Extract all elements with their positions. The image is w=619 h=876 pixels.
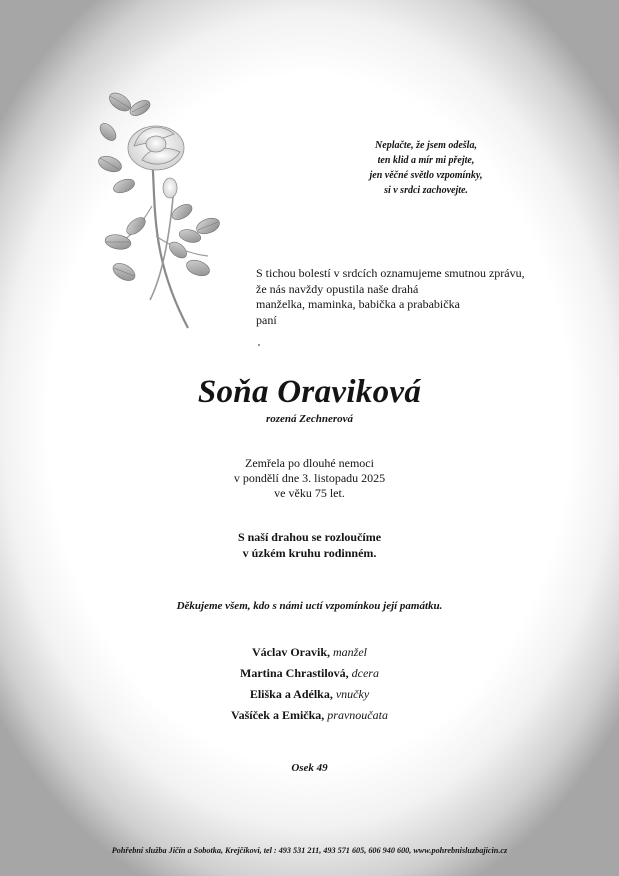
death-info-line: ve věku 75 let. bbox=[274, 486, 345, 500]
death-info-line: v pondělí dne 3. listopadu 2025 bbox=[233, 471, 386, 485]
divider-dot bbox=[258, 344, 260, 346]
announcement-line: že nás navždy opustila naše drahá bbox=[256, 281, 419, 296]
thanks-line: Děkujeme všem, kdo s námi uctí vzpomínkou její památku. bbox=[176, 600, 443, 612]
announcement-line: paní bbox=[256, 312, 277, 327]
mourner-relation: manžel bbox=[333, 645, 367, 659]
death-info-line: Zemřela po dlouhé nemoci bbox=[245, 456, 374, 470]
death-info bbox=[0, 456, 619, 501]
mourners-list bbox=[0, 642, 619, 726]
farewell-line: S naší drahou se rozloučíme bbox=[237, 530, 382, 544]
poem-line: jen věčné světlo vzpomínky, bbox=[369, 170, 483, 181]
mourner bbox=[0, 663, 619, 684]
farewell-line: v úzkém kruhu rodinném. bbox=[242, 545, 377, 560]
deceased-name: Soňa Oraviková bbox=[197, 374, 422, 410]
maiden-name: rozená Zechnerová bbox=[265, 413, 354, 425]
announcement-line: S tichou bolestí v srdcích oznamujeme smutnou zprávu, bbox=[256, 266, 525, 280]
poem-line: ten klid a mír mi přejte, bbox=[377, 155, 475, 166]
mourner-relation: dcera bbox=[351, 666, 379, 680]
mourner-name: Václav Oravik, bbox=[252, 645, 330, 659]
mourner bbox=[0, 642, 619, 663]
poem-line: Neplačte, že jsem odešla, bbox=[375, 140, 477, 151]
farewell bbox=[0, 530, 619, 561]
mourner-name: Martina Chrastilová, bbox=[240, 666, 349, 680]
mourner-name: Vašíček a Emička, bbox=[231, 708, 325, 722]
poem bbox=[352, 138, 500, 198]
mourner bbox=[0, 705, 619, 726]
rose-icon bbox=[90, 86, 230, 332]
announcement-line: manželka, maminka, babička a prababička bbox=[256, 297, 460, 312]
announcement bbox=[256, 266, 556, 328]
poem-line: si v srdci zachovejte. bbox=[384, 185, 468, 196]
address: Osek 49 bbox=[291, 762, 328, 774]
footer-contact: Pohřební služba Jičín a Sobotka, Krejčíkovi, tel : 493 531 211, 493 571 605, 606 940 600, www.pohrebnisluzbajicin.cz bbox=[111, 846, 508, 855]
mourner-relation: vnučky bbox=[335, 687, 370, 701]
mourner bbox=[0, 684, 619, 705]
mourner-name: Eliška a Adélka, bbox=[249, 687, 333, 701]
mourner-relation: pravnoučata bbox=[327, 708, 388, 722]
